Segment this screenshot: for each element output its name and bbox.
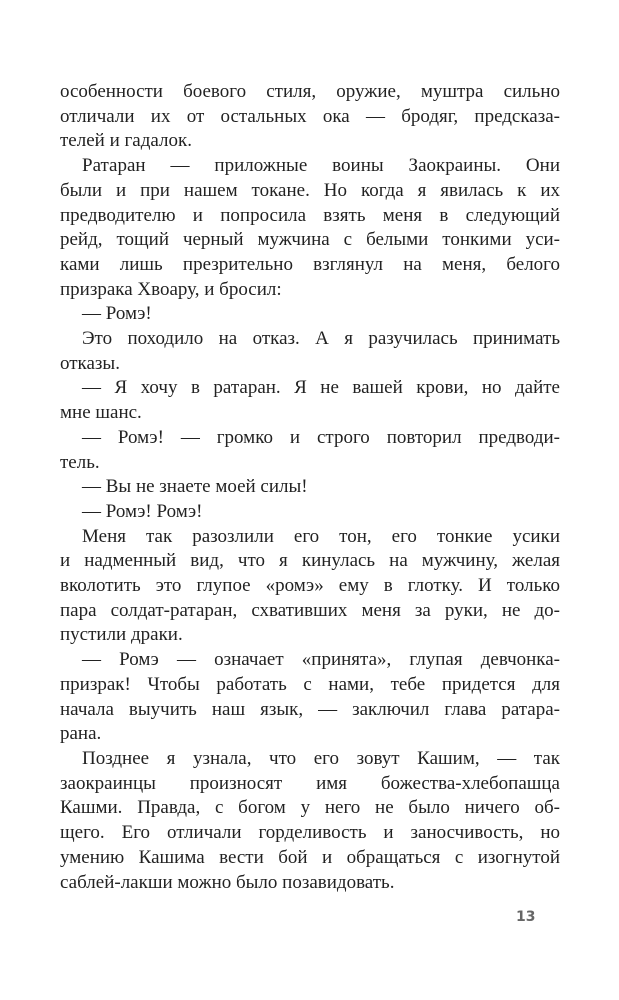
text-line: саблей-лакши можно было позавидовать. (60, 871, 395, 893)
text-line: Позднее я узнала, что его зовут Кашим, — так (82, 747, 560, 769)
text-line: щего. Его отличали горделивость и заносчивость, но (60, 822, 560, 844)
text-line: Меня так разозлили его тон, его тонкие усики (82, 525, 560, 547)
book-page-text (60, 80, 560, 895)
text-line: — Ромэ! — громко и строго повторил предводи- (82, 426, 560, 448)
page-number: 13 (516, 909, 536, 925)
text-line: предводителю и попросила взять меня в следующий (60, 204, 560, 226)
text-line: были и при нашем токане. Но когда я явилась к их (60, 179, 560, 201)
text-line: умению Кашима вести бой и обращаться с изогнутой (60, 846, 560, 868)
text-line: и надменный вид, что я кинулась на мужчину, желая (60, 550, 560, 572)
text-line: отказы. (60, 352, 120, 374)
text-line: пустили драки. (60, 624, 183, 646)
text-line: — Я хочу в ратаран. Я не вашей крови, но дайте (82, 377, 560, 399)
text-line: начала выучить наш язык, — заключил глава ратара- (60, 698, 560, 720)
text-line: тель. (60, 451, 100, 473)
text-line: телей и гадалок. (60, 130, 192, 152)
text-line: особенности боевого стиля, оружие, муштра сильно (60, 81, 560, 102)
text-line: Ратаран — приложные воины Заокраины. Они (82, 155, 560, 177)
text-line: — Ромэ! (82, 303, 152, 325)
text-line: Это походило на отказ. А я разучилась принимать (82, 328, 560, 350)
text-line: вколотить это глупое «ромэ» ему в глотку. И только (60, 575, 560, 597)
text-line: пара солдат-ратаран, схвативших меня за руки, не до- (60, 599, 560, 621)
text-line: призрака Хвоару, и бросил: (60, 278, 282, 300)
text-line: Кашми. Правда, с богом у него не было ничего об- (60, 797, 560, 819)
text-line: заокраинцы произносят имя божества-хлебопашца (60, 772, 560, 794)
text-line: мне шанс. (60, 402, 142, 424)
text-line: призрак! Чтобы работать с нами, тебе придется для (60, 673, 560, 695)
text-line: рейд, тощий черный мужчина с белыми тонкими уси- (60, 229, 560, 251)
text-line: — Ромэ! Ромэ! (82, 500, 203, 522)
text-line: — Вы не знаете моей силы! (82, 476, 308, 498)
text-line: отличали их от остальных ока — бродяг, предсказа- (60, 105, 560, 127)
text-line: ками лишь презрительно взглянул на меня, белого (60, 253, 560, 275)
text-line: — Ромэ — означает «принята», глупая девчонка- (82, 649, 560, 671)
text-line: рана. (60, 723, 102, 745)
